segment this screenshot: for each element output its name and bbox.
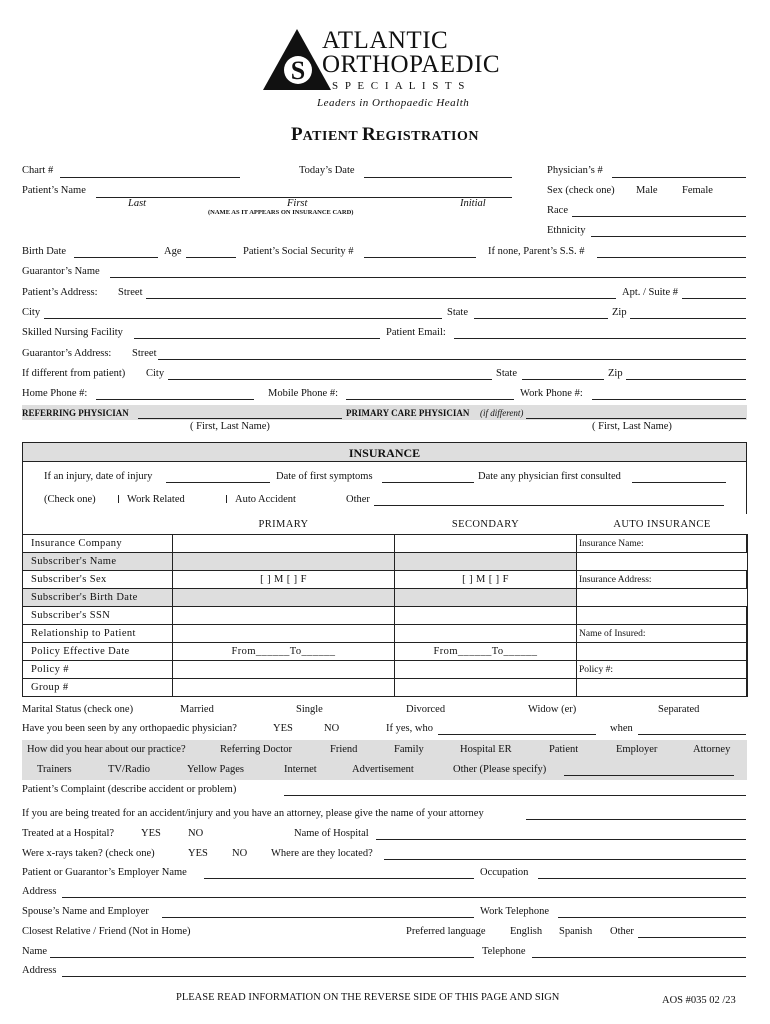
city-label: City	[22, 307, 41, 318]
secondary-cell[interactable]	[395, 625, 577, 643]
first-consulted-field[interactable]	[632, 482, 726, 483]
occupation-field[interactable]	[538, 878, 746, 879]
primary-cell[interactable]: [ ] M [ ] F	[173, 571, 395, 589]
seen-yes-option[interactable]: YES	[273, 723, 293, 734]
if-different-label: If different from patient)	[22, 368, 126, 379]
secondary-cell[interactable]	[395, 589, 577, 607]
referring-label: REFERRING PHYSICIAN	[22, 408, 129, 418]
guarantor-address-label: Guarantor’s Address:	[22, 348, 112, 359]
skilled-nursing-label: Skilled Nursing Facility	[22, 327, 123, 338]
address2-label: Address	[22, 965, 57, 976]
auto-accident-option[interactable]: Auto Accident	[226, 494, 296, 505]
relative-name-field[interactable]	[50, 957, 474, 958]
todays-date-field[interactable]	[364, 177, 512, 178]
primary-cell[interactable]: From______To______	[173, 643, 395, 661]
injury-date-field[interactable]	[166, 482, 270, 483]
auto-cell[interactable]: Policy #:	[577, 661, 748, 679]
street-field[interactable]	[146, 298, 616, 299]
injury-date-label: If an injury, date of injury	[44, 471, 153, 482]
telephone-field[interactable]	[532, 957, 746, 958]
table-row	[23, 661, 748, 679]
check-one-label: (Check one)	[44, 494, 96, 505]
auto-cell[interactable]	[577, 643, 748, 661]
table-row	[23, 643, 748, 661]
first-symptoms-label: Date of first symptoms	[276, 471, 373, 482]
guarantor-city-field[interactable]	[168, 379, 492, 380]
address1-field[interactable]	[62, 897, 746, 898]
spouse-field[interactable]	[162, 917, 474, 918]
home-phone-field[interactable]	[96, 399, 254, 400]
sex-male-option[interactable]: Male	[636, 185, 658, 196]
work-telephone-field[interactable]	[558, 917, 746, 918]
chart-field[interactable]	[60, 177, 240, 178]
hear-option[interactable]: Trainers	[37, 764, 72, 775]
first-symptoms-field[interactable]	[382, 482, 474, 483]
table-row	[23, 589, 748, 607]
home-phone-label: Home Phone #:	[22, 388, 88, 399]
secondary-cell[interactable]	[395, 553, 577, 571]
zip-field[interactable]	[630, 318, 746, 319]
address1-label: Address	[22, 886, 57, 897]
row-label: Group #	[23, 679, 173, 697]
hear-option[interactable]: Friend	[330, 744, 358, 755]
hear-other-field[interactable]	[564, 775, 734, 776]
table-row	[23, 553, 748, 571]
row-label: Relationship to Patient	[23, 625, 173, 643]
form-id: AOS #035 02 /23	[662, 995, 736, 1006]
auto-cell[interactable]	[577, 553, 748, 571]
insurance-table	[22, 514, 748, 697]
secondary-cell[interactable]	[395, 607, 577, 625]
hear-option[interactable]: Patient	[549, 744, 579, 755]
zip2-label: Zip	[608, 368, 623, 379]
auto-cell[interactable]	[577, 679, 748, 697]
first-last-caption-1: ( First, Last Name)	[190, 421, 270, 432]
hear-option[interactable]: Attorney	[693, 744, 731, 755]
primary-cell[interactable]	[173, 607, 395, 625]
patient-address-label: Patient’s Address:	[22, 287, 98, 298]
work-phone-field[interactable]	[592, 399, 746, 400]
name-note: (NAME AS IT APPEARS ON INSURANCE CARD)	[208, 209, 354, 216]
page-title: PATIENT REGISTRATION	[290, 124, 479, 145]
auto-cell[interactable]	[577, 607, 748, 625]
street-label: Street	[118, 287, 143, 298]
skilled-nursing-field[interactable]	[134, 338, 380, 339]
first-caption: First	[287, 198, 308, 209]
hospital-yes-option[interactable]: YES	[141, 828, 161, 839]
ethnicity-label: Ethnicity	[547, 225, 586, 236]
guarantor-state-field[interactable]	[522, 379, 604, 380]
mobile-phone-label: Mobile Phone #:	[268, 388, 338, 399]
if-diff-note: (if different)	[480, 408, 524, 418]
primary-cell[interactable]	[173, 589, 395, 607]
guarantor-street-field[interactable]	[158, 359, 746, 360]
physician-label: Physician’s #	[547, 165, 603, 176]
birth-date-field[interactable]	[74, 257, 158, 258]
bottom-note: PLEASE READ INFORMATION ON THE REVERSE SIDE OF THIS PAGE AND SIGN	[176, 992, 560, 1003]
table-row	[23, 625, 748, 643]
logo-line3: S P E C I A L I S T S	[332, 80, 467, 92]
hospital-name-field[interactable]	[376, 839, 746, 840]
col-secondary: SECONDARY	[395, 514, 577, 535]
apt-label: Apt. / Suite #	[622, 287, 679, 298]
hear-option[interactable]: Yellow Pages	[187, 764, 244, 775]
secondary-cell[interactable]	[395, 679, 577, 697]
age-label: Age	[164, 246, 182, 257]
mobile-phone-field[interactable]	[346, 399, 514, 400]
referring-field[interactable]	[138, 418, 342, 419]
todays-date-label: Today’s Date	[299, 165, 355, 176]
hear-option[interactable]: Internet	[284, 764, 317, 775]
secondary-cell[interactable]: From______To______	[395, 643, 577, 661]
last-caption: Last	[128, 198, 147, 209]
seen-ortho-label: Have you been seen by any orthopaedic physician?	[22, 723, 237, 734]
age-field[interactable]	[186, 257, 236, 258]
birth-date-label: Birth Date	[22, 246, 67, 257]
if-yes-who-field[interactable]	[438, 734, 596, 735]
primary-cell[interactable]	[173, 625, 395, 643]
ethnicity-field[interactable]	[591, 236, 746, 237]
table-row	[23, 535, 748, 553]
city-field[interactable]	[44, 318, 442, 319]
secondary-cell[interactable]	[395, 661, 577, 679]
work-phone-label: Work Phone #:	[520, 388, 583, 399]
primary-care-label: PRIMARY CARE PHYSICIAN	[346, 408, 470, 418]
employer-name-field[interactable]	[204, 878, 474, 879]
logo-line2: ORTHOPAEDIC	[322, 51, 501, 78]
seen-no-option[interactable]: NO	[324, 723, 340, 734]
guarantor-zip-field[interactable]	[626, 379, 746, 380]
row-label: Policy Effective Date	[23, 643, 173, 661]
hear-option[interactable]: Advertisement	[352, 764, 414, 775]
checkbox-icon	[226, 495, 231, 503]
chart-label: Chart #	[22, 165, 54, 176]
first-consulted-label: Date any physician first consulted	[478, 471, 621, 482]
divorced-option[interactable]: Divorced	[406, 704, 446, 715]
col-primary: PRIMARY	[173, 514, 395, 535]
secondary-cell[interactable]: [ ] M [ ] F	[395, 571, 577, 589]
hear-question: How did you hear about our practice?	[27, 744, 186, 755]
row-label: Policy #	[23, 661, 173, 679]
row-label: Subscriber's SSN	[23, 607, 173, 625]
race-label: Race	[547, 205, 568, 216]
telephone-label: Telephone	[482, 946, 526, 957]
attorney-field[interactable]	[526, 819, 746, 820]
auto-cell[interactable]: Insurance Name:	[577, 535, 748, 553]
xrays-yes-option[interactable]: YES	[188, 848, 208, 859]
primary-cell[interactable]	[173, 661, 395, 679]
ssn-label: Patient’s Social Security #	[243, 246, 354, 257]
col-auto: AUTO INSURANCE	[577, 514, 748, 535]
primary-care-field[interactable]	[526, 418, 746, 419]
auto-cell[interactable]: Insurance Address:	[577, 571, 748, 589]
ssn-field[interactable]	[364, 257, 476, 258]
hear-option[interactable]: Referring Doctor	[220, 744, 293, 755]
other-language-field[interactable]	[638, 937, 746, 938]
if-yes-who-label: If yes, who	[386, 723, 433, 734]
table-row	[23, 679, 748, 697]
physician-field[interactable]	[612, 177, 746, 178]
hear-option[interactable]: TV/Radio	[108, 764, 150, 775]
sex-female-option[interactable]: Female	[682, 185, 713, 196]
race-field[interactable]	[572, 216, 746, 217]
secondary-cell[interactable]	[395, 535, 577, 553]
primary-cell[interactable]	[173, 553, 395, 571]
hospital-name-label: Name of Hospital	[294, 828, 369, 839]
when-field[interactable]	[638, 734, 746, 735]
occupation-label: Occupation	[480, 867, 529, 878]
insurance-heading: INSURANCE	[22, 442, 747, 462]
auto-cell[interactable]: Name of Insured:	[577, 625, 748, 643]
checkbox-icon	[118, 495, 123, 503]
when-label: when	[610, 723, 633, 734]
row-label: Subscriber's Sex	[23, 571, 173, 589]
hear-option[interactable]: Family	[394, 744, 424, 755]
state-label: State	[447, 307, 468, 318]
other-language-label: Other	[610, 926, 634, 937]
work-telephone-label: Work Telephone	[480, 906, 550, 917]
employer-name-label: Patient or Guarantor’s Employer Name	[22, 867, 187, 878]
complaint-field[interactable]	[284, 795, 746, 796]
spanish-option[interactable]: Spanish	[559, 926, 593, 937]
hear-option[interactable]: Other (Please specify)	[453, 764, 547, 775]
relative-name-label: Name	[22, 946, 48, 957]
hospital-no-option[interactable]: NO	[188, 828, 204, 839]
widow-option[interactable]: Widow (er)	[528, 704, 577, 715]
marital-label: Marital Status (check one)	[22, 704, 134, 715]
primary-cell[interactable]	[173, 535, 395, 553]
table-row	[23, 607, 748, 625]
logo-tagline: Leaders in Orthopaedic Health	[317, 97, 470, 109]
row-label: Subscriber's Birth Date	[23, 589, 173, 607]
english-option[interactable]: English	[510, 926, 543, 937]
patient-email-field[interactable]	[454, 338, 746, 339]
parent-ssn-field[interactable]	[597, 257, 746, 258]
separated-option[interactable]: Separated	[658, 704, 700, 715]
state-field[interactable]	[474, 318, 608, 319]
xrays-label: Were x-rays taken? (check one)	[22, 848, 155, 859]
logo-line1: ATLANTIC	[322, 27, 449, 54]
attorney-label: If you are being treated for an accident/injury and you have an attorney, please give the name of your attorney	[22, 808, 484, 819]
patient-email-label: Patient Email:	[386, 327, 446, 338]
initial-caption: Initial	[460, 198, 486, 209]
street2-label: Street	[132, 348, 157, 359]
parent-ssn-label: If none, Parent’s S.S. #	[488, 246, 585, 257]
complaint-label: Patient’s Complaint (describe accident or problem)	[22, 784, 237, 795]
guarantor-name-field[interactable]	[110, 277, 746, 278]
preferred-language-label: Preferred language	[406, 926, 486, 937]
work-related-option[interactable]: Work Related	[118, 494, 185, 505]
xrays-no-option[interactable]: NO	[232, 848, 248, 859]
auto-cell[interactable]	[577, 589, 748, 607]
hear-option[interactable]: Hospital ER	[460, 744, 512, 755]
primary-cell[interactable]	[173, 679, 395, 697]
row-label: Insurance Company	[23, 535, 173, 553]
single-option[interactable]: Single	[296, 704, 323, 715]
table-row	[23, 571, 748, 589]
city2-label: City	[146, 368, 165, 379]
address2-field[interactable]	[62, 976, 746, 977]
where-located-field[interactable]	[384, 859, 746, 860]
closest-relative-label: Closest Relative / Friend (Not in Home)	[22, 926, 191, 937]
sex-label: Sex (check one)	[547, 185, 615, 196]
other-field[interactable]	[374, 505, 724, 506]
state2-label: State	[496, 368, 517, 379]
where-located-label: Where are they located?	[271, 848, 373, 859]
patient-name-label: Patient’s Name	[22, 185, 86, 196]
apt-field[interactable]	[682, 298, 746, 299]
other-label: Other	[346, 494, 370, 505]
hear-option[interactable]: Employer	[616, 744, 658, 755]
spouse-label: Spouse’s Name and Employer	[22, 906, 149, 917]
svg-text:S: S	[290, 56, 306, 85]
row-label: Subscriber's Name	[23, 553, 173, 571]
married-option[interactable]: Married	[180, 704, 214, 715]
guarantor-name-label: Guarantor’s Name	[22, 266, 100, 277]
first-last-caption-2: ( First, Last Name)	[592, 421, 672, 432]
zip-label: Zip	[612, 307, 627, 318]
treated-hospital-label: Treated at a Hospital?	[22, 828, 115, 839]
